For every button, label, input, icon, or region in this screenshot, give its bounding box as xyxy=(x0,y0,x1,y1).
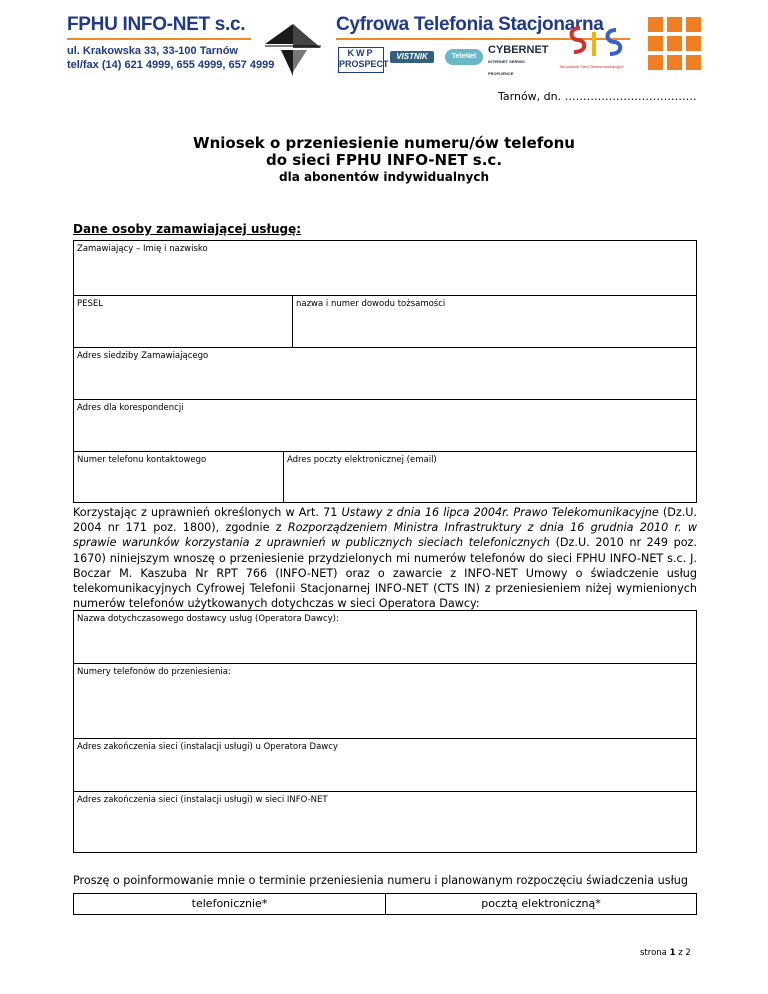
form-subtitle: dla abonentów indywidualnych xyxy=(278,170,489,184)
contact-phone-label: Numer telefonu kontaktowego xyxy=(77,455,207,465)
contact-phone-field[interactable] xyxy=(73,451,284,503)
page-number-prefix: strona xyxy=(640,948,670,958)
customer-address-field[interactable] xyxy=(73,347,697,400)
declaration-act-title: Ustawy z dnia 16 lipca 2004r. Prawo Telekomunikacyjne xyxy=(341,506,659,519)
inform-by-phone-label: telefonicznie* xyxy=(191,897,268,910)
infonet-installation-address-label: Adres zakończenia sieci (instalacji usługi) w sieci INFO-NET xyxy=(77,795,328,805)
kwp-logo-text: KWP xyxy=(347,48,375,58)
page-number xyxy=(640,948,691,958)
vista-logo: VISTNIK xyxy=(390,51,434,63)
company-address xyxy=(67,44,274,72)
declaration-paragraph xyxy=(73,505,697,611)
donor-installation-address-label: Adres zakończenia sieci (instalacji usługi) u Operatora Dawcy xyxy=(77,742,338,752)
tst-logo-icon xyxy=(566,22,626,66)
pesel-label: PESEL xyxy=(77,299,103,309)
company-name-underline xyxy=(67,38,251,40)
correspondence-address-field[interactable] xyxy=(73,399,697,452)
address-line-2: tel/fax (14) 621 4999, 655 4999, 657 4999 xyxy=(67,59,275,71)
infonet-emblem-icon xyxy=(263,22,325,82)
inform-by-phone-option[interactable] xyxy=(73,893,386,915)
cybernet-logo-subtext: INTERNET SERWIS PROFIJENCE xyxy=(488,59,525,76)
correspondence-address-label: Adres dla korespondencji xyxy=(77,403,184,413)
page-number-total: 2 xyxy=(685,948,691,958)
kwp-prospect-logo xyxy=(338,47,389,73)
id-document-field[interactable] xyxy=(292,295,697,348)
declaration-regulation-title: Rozporządzeniem Ministra Infrastruktury z dnia 16 grudnia 2010 r. w sprawie warunków korzystania z uprawnień w publicznych sieciach telefonicznych xyxy=(73,521,697,550)
donor-operator-label: Nazwa dotychczasowego dostawcy usług (Operatora Dawcy): xyxy=(77,614,339,624)
customer-name-field[interactable] xyxy=(73,240,697,296)
prospect-logo-text: PROSPECT xyxy=(339,59,389,69)
cybernet-logo xyxy=(488,44,548,80)
page-number-sep: z xyxy=(675,948,686,958)
donor-operator-field[interactable] xyxy=(73,610,697,664)
email-label: Adres poczty elektronicznej (email) xyxy=(287,455,437,465)
email-field[interactable] xyxy=(283,451,697,503)
declaration-text-1: Korzystając z uprawnień określonych w Art. 71 xyxy=(73,506,342,519)
telenet-logo: TeleNet xyxy=(445,49,483,65)
phone-numbers-label: Numery telefonów do przeniesienia: xyxy=(77,667,231,677)
address-line-1: ul. Krakowska 33, 33-100 Tarnów xyxy=(67,45,238,57)
declaration-text-3: (Dz.U. 2010 nr 249 poz. 1670) niniejszym wnoszę o przeniesienie przydzielonych mi numerów telefonów do sieci FPHU INFO-NET s.c. J. Boczar M. Kaszuba Nr RPT 766 (INFO-NET) oraz o zawarcie z INFO-NET Umowy o świadczenie usług telekomunikacyjnych Cyfrowej Telefonii Stacjonarnej INFO-NET (CTS IN) z przeniesieniem niżej wymienionych numerów telefonów użytkowanych dotychczas w sieci Operatora Dawcy: xyxy=(73,536,697,611)
inform-by-email-option[interactable] xyxy=(385,893,697,915)
inform-request-text: Proszę o poinformowanie mnie o terminie przeniesienia numeru i planowanym rozpoczęciu świadczenia usług xyxy=(73,874,688,887)
declaration-text-2: (Dz.U. 2004 nr 171 poz. 1800), zgodnie z xyxy=(73,506,697,535)
customer-address-label: Adres siedziby Zamawiającego xyxy=(77,351,209,361)
id-document-label: nazwa i numer dowodu tożsamości xyxy=(296,299,446,309)
donor-installation-address-field[interactable] xyxy=(73,738,697,792)
section-heading: Dane osoby zamawiającej usługę: xyxy=(73,222,302,236)
form-title-line-2: do sieci FPHU INFO-NET s.c. xyxy=(265,151,503,169)
inform-by-email-label: pocztą elektroniczną* xyxy=(481,897,601,910)
form-title-line-1: Wniosek o przeniesienie numeru/ów telefonu xyxy=(193,134,575,152)
customer-name-label: Zamawiający – Imię i nazwisko xyxy=(77,244,208,254)
tst-caption: Tarnowskie Sieci Telekomunikacyjne xyxy=(559,64,624,69)
cybernet-logo-text: CYBERNET xyxy=(488,44,549,56)
page-number-current: 1 xyxy=(669,948,676,958)
pesel-field[interactable] xyxy=(73,295,293,348)
phone-numbers-field[interactable] xyxy=(73,663,697,739)
orange-grid-logo-icon xyxy=(648,17,701,70)
service-name: Cyfrowa Telefonia Stacjonarna xyxy=(336,14,604,35)
company-name: FPHU INFO-NET s.c. xyxy=(67,14,246,35)
infonet-installation-address-field[interactable] xyxy=(73,791,697,853)
date-line: Tarnów, dn. ……………………………… xyxy=(498,90,697,103)
